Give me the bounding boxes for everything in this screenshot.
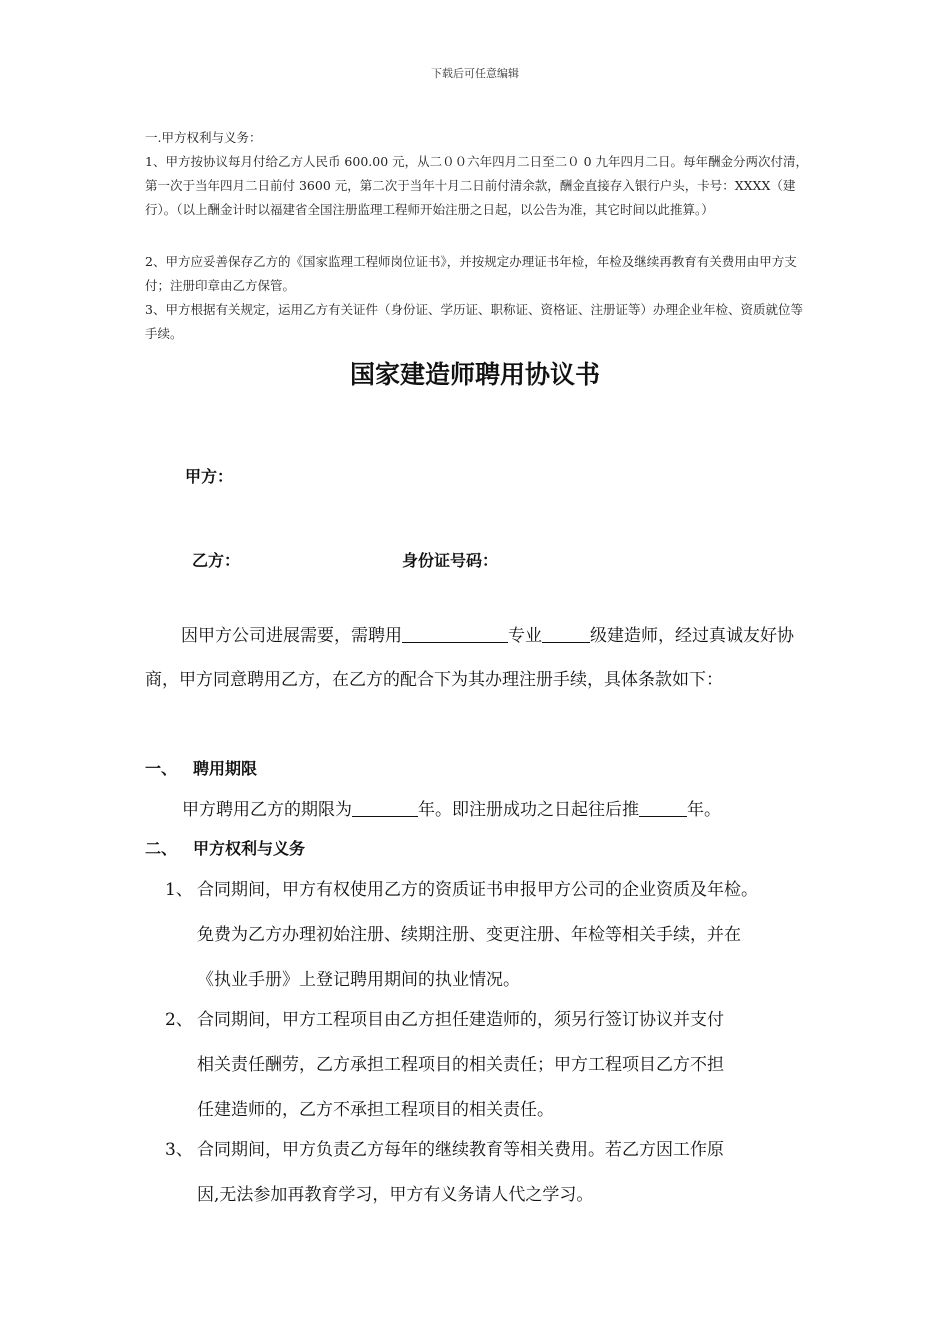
preamble-text-2: 专业 — [508, 626, 542, 646]
section-1-heading: 聘用期限 — [193, 759, 258, 778]
extend-years-blank[interactable] — [639, 799, 687, 817]
term-years-blank[interactable] — [352, 799, 418, 817]
section-2-item-1-line-3: 《执业手册》上登记聘用期间的执业情况。 — [197, 970, 520, 990]
section-2-item-1-number: 1、 — [165, 880, 193, 900]
profession-blank[interactable] — [402, 625, 508, 643]
document-title: 国家建造师聘用协议书 — [349, 360, 600, 389]
term-text-2: 年。即注册成功之日起往后推 — [418, 800, 639, 820]
id-number-label: 身份证号码： — [402, 551, 499, 570]
section-2-item-2-line-2: 相关责任酬劳，乙方承担工程项目的相关责任；甲方工程项目乙方不担 — [197, 1055, 724, 1075]
preamble-text-3: 级建造师，经过真诚友好协商，甲方同意聘用乙方，在乙方的配合下为其办理注册手续，具体条款如下： — [145, 626, 794, 690]
party-b-label: 乙方： — [192, 551, 241, 570]
intro-item-3: 3、甲方根据有关规定，运用乙方有关证件（身份证、学历证、职称证、资格证、注册证等）办理企业年检、资质就位等手续。 — [145, 302, 803, 341]
section-2-item-3-line-1: 合同期间，甲方负责乙方每年的继续教育等相关费用。若乙方因工作原 — [197, 1140, 724, 1160]
term-text-3: 年。 — [687, 800, 721, 820]
section-2-item-2-line-3: 任建造师的，乙方不承担工程项目的相关责任。 — [197, 1100, 554, 1120]
section-2-item-1-line-1: 合同期间，甲方有权使用乙方的资质证书申报甲方公司的企业资质及年检。 — [197, 880, 758, 900]
section-2-item-3-line-2: 因,无法参加再教育学习，甲方有义务请人代之学习。 — [197, 1185, 594, 1205]
section-1-number: 一、 — [145, 759, 178, 778]
page-header-note: 下载后可任意编辑 — [431, 67, 519, 80]
preamble-paragraph — [145, 614, 805, 702]
section-2-item-3-number: 3、 — [165, 1140, 193, 1160]
section-2-number: 二、 — [145, 839, 178, 858]
section-2-item-2-line-1: 合同期间，甲方工程项目由乙方担任建造师的，须另行签订协议并支付 — [197, 1010, 724, 1030]
intro-item-1: 1、甲方按协议每月付给乙方人民币 600.00 元，从二００六年四月二日至二０ 0 九年四月二日。每年酬金分两次付清，第一次于当年四月二日前付 3600 元，第二次于当年十月二日前付清余款，酬金直接存入银行户头，卡号：XXXX（建行）。（以上酬金计时以福建省全国注册监理工程师开始注册之日起，以公告为准，其它时间以此推算。） — [145, 154, 809, 217]
intro-item-2: 2、甲方应妥善保存乙方的《国家监理工程师岗位证书》，并按规定办理证书年检，年检及继续再教育有关费用由甲方支付；注册印章由乙方保管。 — [145, 254, 797, 293]
party-a-label: 甲方： — [185, 467, 234, 486]
section-2-item-2-number: 2、 — [165, 1010, 193, 1030]
intro-heading: 一.甲方权利与义务： — [145, 130, 262, 145]
preamble-text-1: 因甲方公司进展需要，需聘用 — [181, 626, 402, 646]
grade-blank[interactable] — [542, 625, 590, 643]
section-2-heading: 甲方权利与义务 — [193, 839, 306, 858]
term-text-1: 甲方聘用乙方的期限为 — [182, 800, 352, 820]
section-2-item-1-line-2: 免费为乙方办理初始注册、续期注册、变更注册、年检等相关手续，并在 — [197, 925, 741, 945]
section-1-text — [182, 795, 721, 820]
